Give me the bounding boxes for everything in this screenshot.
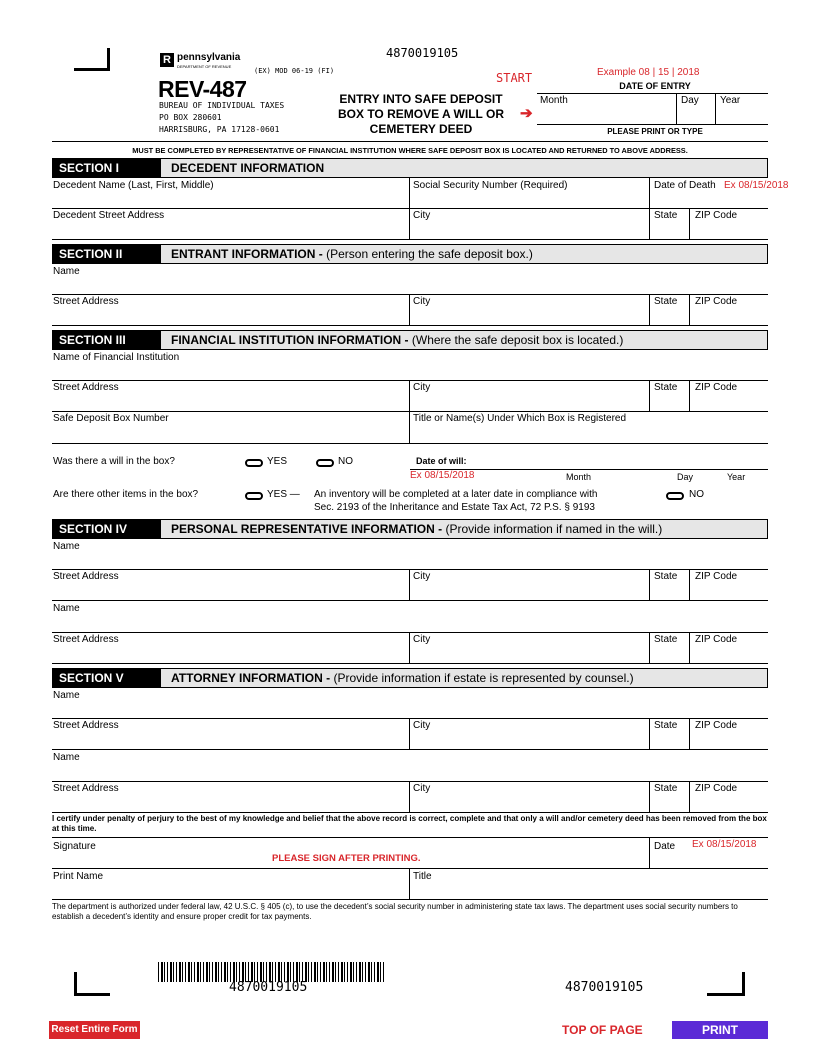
form-title-line3: CEMETERY DEED xyxy=(369,122,473,136)
atty2-zip-field[interactable] xyxy=(695,793,769,813)
address-line3: HARRISBURG, PA 17128-0601 xyxy=(159,125,280,134)
form-title-line2: BOX TO REMOVE A WILL OR xyxy=(337,107,504,121)
entrant-street-field[interactable] xyxy=(54,306,408,326)
dod-example: Ex 08/15/2018 xyxy=(724,180,789,191)
top-barcode-number: 4870019105 xyxy=(386,46,459,60)
atty1-city-field[interactable] xyxy=(413,730,647,750)
will-yes-radio[interactable] xyxy=(245,459,263,467)
entry-year-field[interactable] xyxy=(718,106,770,126)
crop-mark-bottom-left-v xyxy=(74,972,77,996)
entry-month-field[interactable] xyxy=(540,106,674,126)
other-no-radio[interactable] xyxy=(666,492,684,500)
address-line2: PO BOX 280601 xyxy=(159,113,222,122)
institution-street-label: Street Address xyxy=(53,382,119,393)
registered-name-field[interactable] xyxy=(413,424,769,444)
decedent-name-label: Decedent Name (Last, First, Middle) xyxy=(53,180,214,191)
rep2-state-label: State xyxy=(654,634,678,645)
institution-state-label: State xyxy=(654,382,678,393)
rep1-city-label: City xyxy=(413,571,431,582)
entry-day-field[interactable] xyxy=(679,106,715,126)
institution-state-field[interactable] xyxy=(654,392,690,412)
will-date-example: Ex 08/15/2018 xyxy=(410,470,475,481)
will-question: Was there a will in the box? xyxy=(53,456,175,467)
entrant-city-label: City xyxy=(413,296,431,307)
cert-title-label: Title xyxy=(413,871,432,882)
cert-date-label: Date xyxy=(654,841,676,852)
entry-year-label: Year xyxy=(720,95,741,106)
form-title-line1: ENTRY INTO SAFE DEPOSIT xyxy=(339,92,503,106)
entrant-zip-field[interactable] xyxy=(695,306,769,326)
entrant-street-label: Street Address xyxy=(53,296,119,307)
rep2-name-label: Name xyxy=(53,603,80,614)
barcode-image xyxy=(158,962,384,982)
section2-header xyxy=(52,244,768,264)
rep1-state-field[interactable] xyxy=(654,581,690,601)
atty1-name-field[interactable] xyxy=(54,700,768,720)
form-number: REV-487 xyxy=(158,76,247,102)
other-no-label: NO xyxy=(689,489,704,500)
crop-mark-bottom-right-v xyxy=(742,972,745,996)
rep2-name-field[interactable] xyxy=(54,613,768,633)
atty2-city-field[interactable] xyxy=(413,793,647,813)
rep2-city-field[interactable] xyxy=(413,644,647,664)
rep2-zip-label: ZIP Code xyxy=(695,634,738,645)
section3-tag: SECTION III xyxy=(53,331,161,349)
registered-name-label: Title or Name(s) Under Which Box is Registered xyxy=(413,413,627,424)
atty2-state-label: State xyxy=(654,783,678,794)
crop-mark-bottom-left xyxy=(74,993,110,996)
section4-title: PERSONAL REPRESENTATIVE INFORMATION - xyxy=(171,522,446,536)
rep1-street-field[interactable] xyxy=(54,581,408,601)
section5-subtitle: (Provide information if estate is represented by counsel.) xyxy=(333,671,634,685)
decedent-zip-field[interactable] xyxy=(695,220,769,240)
print-name-label: Print Name xyxy=(53,871,104,882)
section2-title: ENTRANT INFORMATION - xyxy=(171,247,327,261)
section5-header xyxy=(52,668,768,688)
top-of-page-link[interactable]: TOP OF PAGE xyxy=(562,1023,643,1037)
decedent-street-field[interactable] xyxy=(54,220,408,240)
atty2-state-field[interactable] xyxy=(654,793,690,813)
institution-zip-field[interactable] xyxy=(695,392,769,412)
rep2-street-label: Street Address xyxy=(53,634,119,645)
date-of-entry-label: DATE OF ENTRY xyxy=(619,81,691,91)
will-year-label: Year xyxy=(727,472,746,482)
atty1-state-field[interactable] xyxy=(654,730,690,750)
crop-mark-top-left-v xyxy=(107,48,110,71)
atty2-city-label: City xyxy=(413,783,431,794)
signature-label: Signature xyxy=(53,841,96,852)
will-month-label: Month xyxy=(566,472,592,482)
atty1-city-label: City xyxy=(413,720,431,731)
rep2-zip-field[interactable] xyxy=(695,644,769,664)
institution-street-field[interactable] xyxy=(54,392,408,412)
section1-tag: SECTION I xyxy=(53,159,161,177)
address-line1: BUREAU OF INDIVIDUAL TAXES xyxy=(159,101,285,110)
entrant-zip-label: ZIP Code xyxy=(695,296,738,307)
box-number-field[interactable] xyxy=(54,424,408,444)
atty1-street-label: Street Address xyxy=(53,720,119,731)
rep1-name-label: Name xyxy=(53,541,80,552)
atty1-zip-label: ZIP Code xyxy=(695,720,738,731)
section3-subtitle: (Where the safe deposit box is located.) xyxy=(411,333,624,347)
entrant-state-field[interactable] xyxy=(654,306,690,326)
ssn-label: Social Security Number (Required) xyxy=(413,180,568,191)
decedent-state-field[interactable] xyxy=(654,220,690,240)
disclaimer-text: The department is authorized under federal law, 42 U.S.C. § 405 (c), to use the decedent’s social security number in administering state tax laws. The department uses social security numbers to establish a decedent’s identity and ensure proper credit for tax payments. xyxy=(52,902,738,921)
decedent-state-label: State xyxy=(654,210,678,221)
barcode-number-right: 4870019105 xyxy=(565,980,644,995)
rep2-street-field[interactable] xyxy=(54,644,408,664)
certify-text: I certify under penalty of perjury to the best of my knowledge and belief that the above record is correct, complete and that only a will and/or cemetery deed has been removed from the box at this time. xyxy=(52,814,767,833)
other-yes-label: YES — xyxy=(267,489,300,500)
entry-month-label: Month xyxy=(540,95,568,106)
institution-city-field[interactable] xyxy=(413,392,647,412)
entrant-city-field[interactable] xyxy=(413,306,647,326)
entrant-name-field[interactable] xyxy=(54,276,768,296)
inventory-line1: An inventory will be completed at a later date in compliance with xyxy=(314,489,598,500)
rep2-city-label: City xyxy=(413,634,431,645)
section5-title: ATTORNEY INFORMATION - xyxy=(171,671,334,685)
section5-tag: SECTION V xyxy=(53,669,161,687)
atty1-zip-field[interactable] xyxy=(695,730,769,750)
rep1-state-label: State xyxy=(654,571,678,582)
inventory-line2: Sec. 2193 of the Inheritance and Estate Tax Act, 72 P.S. § 9193 xyxy=(314,502,595,513)
section1-title: DECEDENT INFORMATION xyxy=(171,161,325,175)
entrant-state-label: State xyxy=(654,296,678,307)
rep1-name-field[interactable] xyxy=(54,551,768,571)
form-mod: (EX) MOD 06-19 (FI) xyxy=(254,67,335,75)
instruction-text: MUST BE COMPLETED BY REPRESENTATIVE OF FINANCIAL INSTITUTION WHERE SAFE DEPOSIT BOX IS LOCATED AND RETURNED TO ABOVE ADDRESS. xyxy=(132,146,688,155)
arrow-right-icon: ➔ xyxy=(520,105,533,122)
section4-subtitle: (Provide information if named in the will.) xyxy=(445,522,663,536)
cert-title-field[interactable] xyxy=(413,881,769,901)
print-or-type-label: PLEASE PRINT OR TYPE xyxy=(607,127,703,136)
print-button[interactable]: PRINT xyxy=(672,1021,768,1039)
other-yes-radio[interactable] xyxy=(245,492,263,500)
box-number-label: Safe Deposit Box Number xyxy=(53,413,169,424)
date-example: Example 08 | 15 | 2018 xyxy=(597,67,700,78)
entrant-name-label: Name xyxy=(53,266,80,277)
atty2-street-label: Street Address xyxy=(53,783,119,794)
logo-name: pennsylvania xyxy=(177,52,241,63)
date-of-will-label: Date of will: xyxy=(416,456,467,466)
rep1-street-label: Street Address xyxy=(53,571,119,582)
other-items-question: Are there other items in the box? xyxy=(53,489,199,500)
rep1-city-field[interactable] xyxy=(413,581,647,601)
atty2-street-field[interactable] xyxy=(54,793,408,813)
crop-mark-top-left xyxy=(74,68,110,71)
will-no-radio[interactable] xyxy=(316,459,334,467)
section4-tag: SECTION IV xyxy=(53,520,161,538)
will-no-label: NO xyxy=(338,456,353,467)
decedent-street-label: Decedent Street Address xyxy=(53,210,165,221)
rep1-zip-label: ZIP Code xyxy=(695,571,738,582)
logo-sub: DEPARTMENT OF REVENUE xyxy=(177,64,232,69)
entry-day-label: Day xyxy=(681,95,699,106)
section3-title: FINANCIAL INSTITUTION INFORMATION - xyxy=(171,333,412,347)
institution-name-label: Name of Financial Institution xyxy=(53,352,180,363)
section1-header xyxy=(52,158,768,178)
cert-date-example: Ex 08/15/2018 xyxy=(692,839,757,850)
atty2-name-field[interactable] xyxy=(54,762,768,782)
rep1-zip-field[interactable] xyxy=(695,581,769,601)
atty1-name-label: Name xyxy=(53,690,80,701)
section2-tag: SECTION II xyxy=(53,245,161,263)
will-yes-label: YES xyxy=(267,456,288,467)
atty1-street-field[interactable] xyxy=(54,730,408,750)
sign-after-printing-note: PLEASE SIGN AFTER PRINTING. xyxy=(272,853,421,864)
will-day-label: Day xyxy=(677,472,694,482)
decedent-name-field[interactable] xyxy=(54,190,408,210)
institution-zip-label: ZIP Code xyxy=(695,382,738,393)
decedent-zip-label: ZIP Code xyxy=(695,210,738,221)
atty1-state-label: State xyxy=(654,720,678,731)
decedent-city-field[interactable] xyxy=(413,220,647,240)
section4-header xyxy=(52,519,768,539)
atty2-zip-label: ZIP Code xyxy=(695,783,738,794)
pa-logo-icon: R xyxy=(160,53,174,67)
ssn-field[interactable] xyxy=(413,190,647,210)
section3-header xyxy=(52,330,768,350)
atty2-name-label: Name xyxy=(53,752,80,763)
print-name-field[interactable] xyxy=(54,881,408,901)
rep2-state-field[interactable] xyxy=(654,644,690,664)
crop-mark-bottom-right xyxy=(707,993,745,996)
dod-field[interactable] xyxy=(654,190,770,210)
reset-form-button[interactable]: Reset Entire Form xyxy=(49,1021,140,1039)
decedent-city-label: City xyxy=(413,210,431,221)
section2-subtitle: (Person entering the safe deposit box.) xyxy=(326,247,533,261)
institution-city-label: City xyxy=(413,382,431,393)
barcode-number: 4870019105 xyxy=(229,980,308,995)
dod-label: Date of Death xyxy=(654,180,716,191)
institution-name-field[interactable] xyxy=(54,362,768,382)
start-label: START xyxy=(496,71,533,85)
